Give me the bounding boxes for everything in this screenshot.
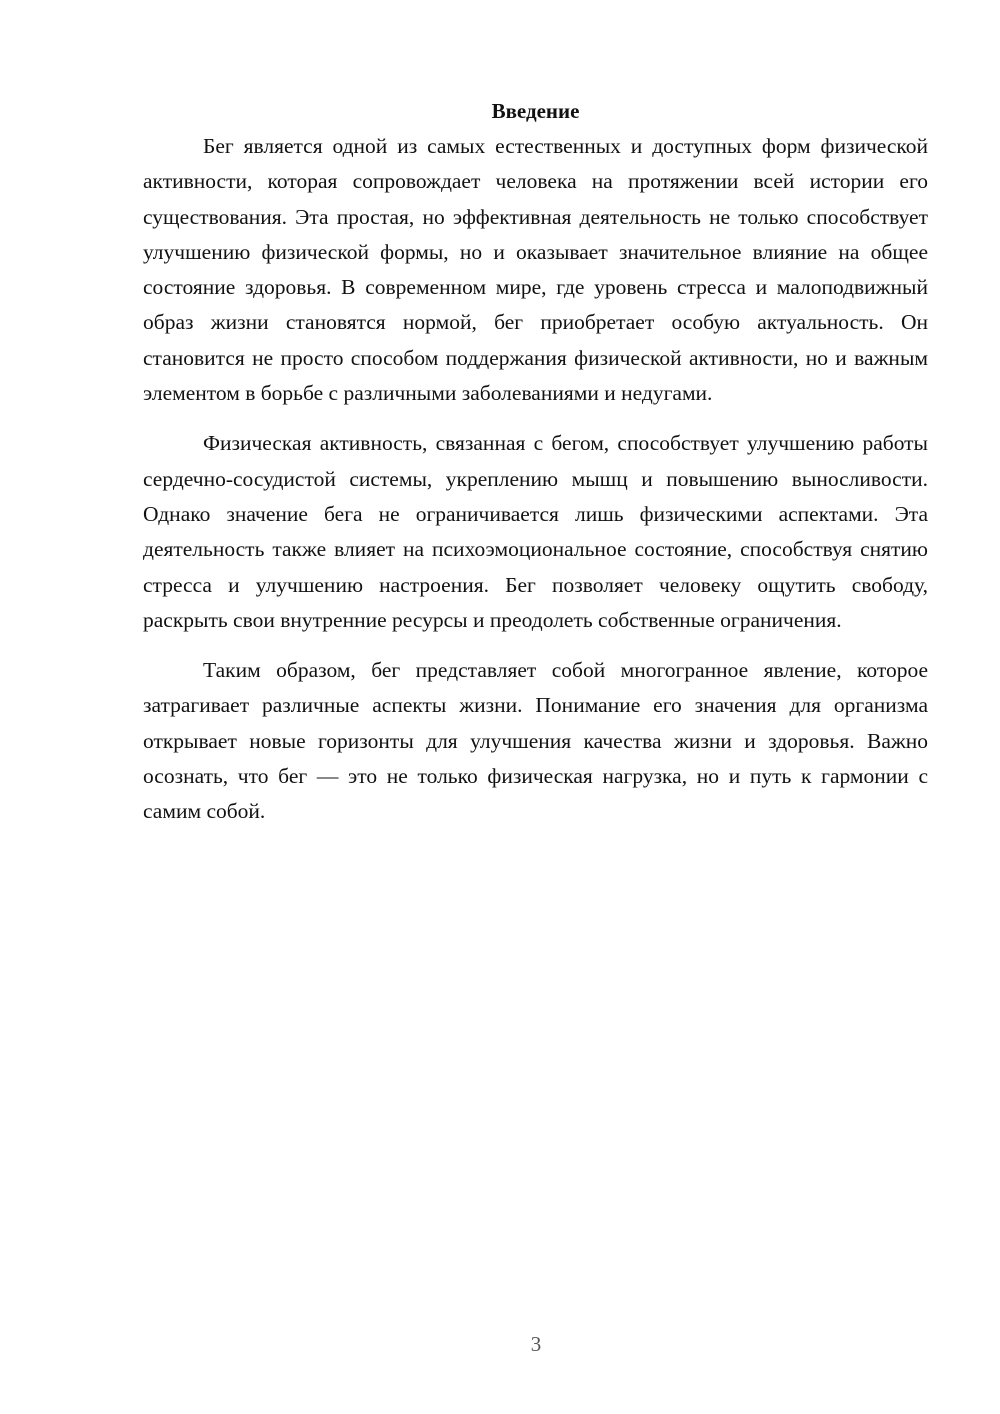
page-number: 3 (530, 1332, 542, 1356)
section-heading: Введение (491, 99, 580, 123)
page-content (143, 96, 928, 830)
paragraph-1: Бег является одной из самых естественных и доступных форм физической активности, которая сопровождает человека на протяжении всей истории его существования. Эта простая, но эффективная деятельность не только способствует улучшению физической формы, но и оказывает значительное влияние на общее состояние здоровья. В современном мире, где уровень стресса и малоподвижный образ жизни становятся нормой, бег приобретает особую актуальность. Он становится не просто способом поддержания физической активности, но и важным элементом в борьбе с различными заболеваниями и недугами. (143, 134, 928, 406)
paragraph-2: Физическая активность, связанная с бегом, способствует улучшению работы сердечно-сосудистой системы, укреплению мышц и повышению выносливости. Однако значение бега не ограничивается лишь физическими аспектами. Эта деятельность также влияет на психоэмоциональное состояние, способствуя снятию стресса и улучшению настроения. Бег позволяет человеку ощутить свободу, раскрыть свои внутренние ресурсы и преодолеть собственные ограничения. (143, 431, 928, 632)
paragraph-3: Таким образом, бег представляет собой многогранное явление, которое затрагивает различные аспекты жизни. Понимание его значения для организма открывает новые горизонты для улучшения качества жизни и здоровья. Важно осознать, что бег — это не только физическая нагрузка, но и путь к гармонии с самим собой. (143, 658, 928, 824)
